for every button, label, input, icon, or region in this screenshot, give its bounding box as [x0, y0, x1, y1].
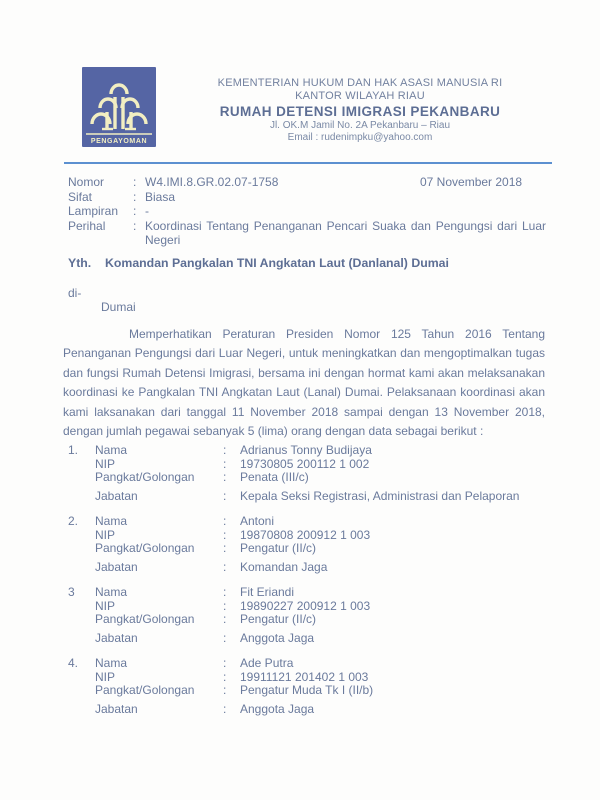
personnel-row — [68, 703, 545, 717]
personnel-row — [68, 600, 545, 614]
field-label: Pangkat/Golongan — [95, 470, 195, 484]
field-value-nip: 19911121 201402 1 003 — [240, 669, 369, 684]
field-value-rank: Penata (III/c) — [240, 470, 309, 484]
item-number-spacer — [68, 529, 95, 543]
item-number-spacer — [68, 600, 95, 614]
letter-subject: Koordinasi Tentang Penanganan Pencari Suaka dan Pengungsi dari Luar Negeri — [145, 218, 546, 247]
personnel-row — [68, 657, 545, 671]
field-colon: : — [223, 541, 227, 555]
field-label: NIP — [95, 669, 116, 684]
field-label: Nama — [95, 514, 128, 528]
unit-address: Jl. OK.M Jamil No. 2A Pekanbaru – Riau — [269, 120, 451, 131]
field-colon: : — [223, 514, 227, 528]
item-number-spacer — [68, 703, 95, 717]
field-colon: : — [223, 585, 227, 599]
meta-colon: : — [133, 175, 137, 189]
field-label: Jabatan — [95, 630, 138, 645]
ministry-name: KEMENTERIAN HUKUM DAN HAK ASASI MANUSIA RI — [217, 77, 503, 89]
field-value-name: Adrianus Tonny Budijaya — [240, 443, 372, 457]
field-colon: : — [223, 598, 227, 613]
field-colon: : — [223, 669, 227, 684]
field-colon: : — [223, 456, 227, 471]
meta-label: Perihal — [68, 218, 106, 233]
field-colon: : — [223, 470, 227, 484]
personnel-row — [68, 561, 545, 575]
field-value-name: Antoni — [240, 514, 275, 528]
field-label: NIP — [95, 598, 116, 613]
personnel-item-2 — [68, 515, 545, 574]
recipient-di: di- — [68, 286, 82, 300]
item-number-spacer — [68, 542, 95, 556]
field-value-name: Ade Putra — [240, 656, 294, 670]
field-colon: : — [223, 630, 227, 645]
field-colon: : — [223, 656, 227, 670]
item-number: 2. — [68, 514, 79, 528]
letter-nature: Biasa — [145, 189, 176, 204]
meta-row-lampiran — [68, 204, 546, 219]
field-label: Nama — [95, 443, 128, 457]
personnel-row — [68, 444, 545, 458]
field-label: Jabatan — [95, 701, 138, 716]
meta-colon: : — [133, 204, 137, 218]
field-label: NIP — [95, 456, 116, 471]
letter-number: W4.IMI.8.GR.02.07-1758 — [145, 175, 279, 189]
field-value-name: Fit Eriandi — [240, 585, 295, 599]
personnel-item-3 — [68, 586, 545, 645]
recipient-name: Komandan Pangkalan TNI Angkatan Laut (Danlanal) Dumai — [105, 256, 449, 270]
field-label: NIP — [95, 527, 116, 542]
item-number: 1. — [68, 443, 79, 457]
item-number-spacer — [68, 490, 95, 504]
field-value-nip: 19890227 200912 1 003 — [240, 598, 371, 613]
field-value-position: Komandan Jaga — [240, 559, 328, 574]
field-value-rank: Pengatur (II/c) — [240, 612, 317, 626]
pengayoman-logo-text: PENGAYOMAN — [90, 138, 148, 145]
field-value-position: Anggota Jaga — [240, 701, 315, 716]
unit-name: RUMAH DETENSI IMIGRASI PEKANBARU — [219, 104, 501, 119]
personnel-row — [68, 515, 545, 529]
personnel-row — [68, 671, 545, 685]
personnel-item-1 — [68, 444, 545, 503]
meta-label: Nomor — [68, 175, 105, 189]
personnel-row — [68, 458, 545, 472]
personnel-row — [68, 529, 545, 543]
personnel-row — [68, 613, 545, 627]
personnel-row — [68, 490, 545, 504]
meta-label: Lampiran — [68, 204, 119, 218]
item-number-spacer — [68, 613, 95, 627]
field-value-rank: Pengatur (II/c) — [240, 541, 317, 555]
field-label: Pangkat/Golongan — [95, 683, 195, 697]
meta-colon: : — [133, 189, 137, 204]
item-number-spacer — [68, 671, 95, 685]
meta-row-sifat — [68, 190, 546, 205]
field-label: Nama — [95, 585, 128, 599]
item-number-spacer — [68, 458, 95, 472]
letter-date: 07 November 2018 — [420, 175, 523, 189]
unit-email: Email : rudenimpku@yahoo.com — [287, 132, 433, 143]
letter-paragraph: Memperhatikan Peraturan Presiden Nomor 125 Tahun 2016 Tentang Penanganan Pengungsi dari Luar Negeri, untuk meningkatkan dan mengoptimalkan tugas dan fungsi Rumah Detensi Imigrasi, bersama ini dengan hormat kami akan melaksanakan koordinasi ke Pangkalan TNI Angkatan Laut (Lanal) Dumai. Pelaksanaan koordinasi akan kami laksanakan dari tanggal 11 November 2018 sampai dengan 13 November 2018, dengan jumlah pegawai sebanyak 5 (lima) orang dengan data sebagai berikut : — [63, 327, 545, 439]
regional-office-name: KANTOR WILAYAH RIAU — [295, 90, 425, 102]
item-number-spacer — [68, 561, 95, 575]
field-label: Jabatan — [95, 559, 138, 574]
field-colon: : — [223, 612, 227, 626]
item-number: 3 — [68, 585, 75, 599]
personnel-row — [68, 471, 545, 485]
field-label: Jabatan — [95, 488, 138, 503]
field-colon: : — [223, 683, 227, 697]
letterhead-divider — [64, 162, 552, 164]
meta-row-perihal — [68, 219, 546, 248]
personnel-row — [68, 684, 545, 698]
recipient-city: Dumai — [101, 300, 136, 314]
field-colon: : — [223, 443, 227, 457]
personnel-item-4 — [68, 657, 545, 716]
item-number-spacer — [68, 632, 95, 646]
item-number-spacer — [68, 684, 95, 698]
field-label: Pangkat/Golongan — [95, 612, 195, 626]
field-label: Pangkat/Golongan — [95, 541, 195, 555]
field-colon: : — [223, 701, 227, 716]
field-value-rank: Pengatur Muda Tk I (II/b) — [240, 683, 374, 697]
field-colon: : — [223, 488, 227, 503]
personnel-row — [68, 542, 545, 556]
pengayoman-logo — [82, 67, 156, 147]
personnel-row — [68, 586, 545, 600]
field-label: Nama — [95, 656, 128, 670]
field-value-nip: 19730805 200112 1 002 — [240, 456, 370, 471]
personnel-row — [68, 632, 545, 646]
field-value-position: Kepala Seksi Registrasi, Administrasi dan Pelaporan — [240, 488, 520, 503]
meta-label: Sifat — [68, 189, 93, 204]
personnel-list — [68, 444, 545, 728]
item-number: 4. — [68, 656, 79, 670]
pengayoman-emblem-icon — [82, 67, 156, 147]
letterhead — [170, 77, 550, 144]
field-colon: : — [223, 527, 227, 542]
item-number-spacer — [68, 471, 95, 485]
recipient-line — [68, 256, 546, 270]
recipient-salutation: Yth. — [68, 256, 92, 270]
field-value-nip: 19870808 200912 1 003 — [240, 527, 371, 542]
letter-attachment: - — [145, 204, 149, 218]
meta-colon: : — [133, 218, 137, 233]
field-colon: : — [223, 559, 227, 574]
field-value-position: Anggota Jaga — [240, 630, 315, 645]
